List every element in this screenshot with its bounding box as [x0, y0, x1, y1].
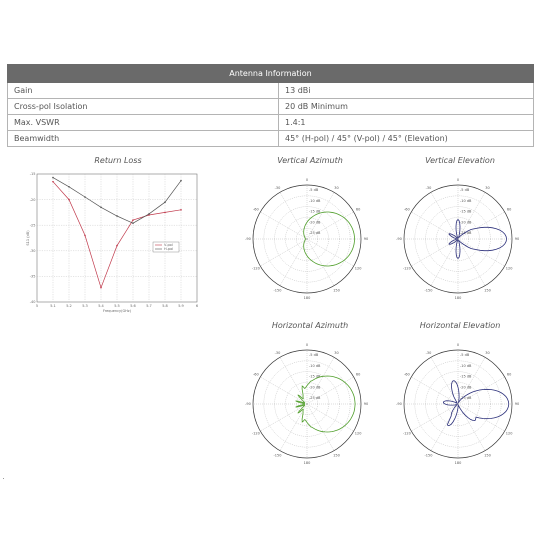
antenna-info-table — [7, 64, 534, 147]
spoke — [260, 239, 307, 266]
row-label-gain: Gain — [8, 83, 279, 99]
stray-dot — [3, 478, 4, 479]
row-value-gain: 13 dBi — [279, 83, 534, 99]
ring-label: -5 dB — [309, 188, 319, 192]
ring-label: -15 dB — [309, 209, 321, 214]
data-point — [68, 186, 70, 188]
horizontal-azimuth-plot — [245, 337, 375, 472]
data-point — [84, 196, 86, 198]
x-tick-label: 6 — [195, 304, 199, 308]
angle-label: -90 — [396, 402, 402, 407]
horizontal-azimuth-title: Horizontal Azimuth — [271, 321, 349, 330]
angle-label: 120 — [505, 266, 513, 271]
spoke — [431, 192, 458, 239]
y-axis-label: S11 (dB) — [26, 230, 30, 246]
ring-label: -5 dB — [460, 353, 470, 357]
angle-label: 150 — [333, 288, 340, 293]
angle-label: 120 — [354, 431, 362, 436]
angle-label: 90 — [514, 237, 520, 242]
data-point — [52, 177, 54, 179]
spoke — [260, 404, 307, 431]
x-tick-label: 5 — [35, 304, 39, 308]
y-tick-label: -40 — [29, 300, 36, 305]
row-value-vswr: 1.4:1 — [279, 115, 534, 131]
ring-label: -15 dB — [460, 374, 472, 379]
angle-label: 60 — [506, 207, 512, 212]
angle-label: 180 — [454, 296, 462, 301]
angle-label: -120 — [251, 266, 260, 271]
angle-label: 30 — [485, 351, 490, 356]
table-row — [8, 83, 534, 99]
y-tick-label: -30 — [29, 249, 36, 253]
angle-label: -60 — [404, 207, 410, 212]
data-point — [180, 209, 182, 211]
spoke — [431, 239, 458, 286]
angle-label: 60 — [506, 372, 512, 377]
spoke — [307, 404, 354, 431]
horizontal-elevation-plot — [396, 337, 526, 472]
angle-label: -150 — [424, 288, 433, 293]
data-point — [84, 235, 86, 237]
angle-label: 120 — [354, 266, 362, 271]
x-tick-label: 5.5 — [114, 304, 120, 308]
row-value-beamwidth: 45° (H-pol) / 45° (V-pol) / 45° (Elevation) — [279, 131, 534, 147]
data-point — [68, 199, 70, 201]
x-tick-label: 5.3 — [82, 304, 88, 308]
ring-label: -25 dB — [460, 396, 472, 401]
angle-label: -30 — [274, 351, 281, 356]
legend-label: V-pol — [164, 243, 173, 247]
angle-label: 90 — [363, 237, 369, 242]
table-row — [8, 99, 534, 115]
spoke — [307, 239, 334, 286]
angle-label: -120 — [251, 431, 260, 436]
x-tick-label: 5.8 — [162, 304, 168, 308]
angle-label: 60 — [355, 207, 361, 212]
vertical-azimuth-title: Vertical Azimuth — [277, 156, 343, 165]
angle-label: -150 — [273, 288, 282, 293]
legend-label: H-pol — [164, 247, 174, 251]
y-tick-label: -20 — [29, 197, 36, 202]
row-label-isolation: Cross-pol Isolation — [8, 99, 279, 115]
spoke — [280, 192, 307, 239]
ring-label: -20 dB — [460, 385, 472, 390]
ring-label: -10 dB — [460, 198, 472, 203]
return-loss-chart — [25, 168, 205, 318]
angle-label: -150 — [273, 453, 282, 458]
spoke — [458, 404, 505, 431]
angle-label: 0 — [456, 178, 460, 183]
angle-label: -150 — [424, 453, 433, 458]
ring-label: -20 dB — [309, 220, 321, 225]
data-point — [180, 180, 182, 182]
angle-label: -90 — [245, 237, 251, 242]
angle-label: -120 — [402, 266, 411, 271]
angle-label: -60 — [404, 372, 410, 377]
spoke — [307, 404, 334, 451]
row-label-vswr: Max. VSWR — [8, 115, 279, 131]
ring-label: -25 dB — [309, 231, 321, 236]
data-point — [132, 219, 134, 221]
x-tick-label: 5.9 — [178, 304, 184, 308]
x-tick-label: 5.2 — [66, 304, 72, 308]
angle-label: -90 — [245, 402, 251, 407]
table-row — [8, 131, 534, 147]
data-point — [100, 206, 102, 208]
table-header: Antenna Information — [8, 65, 534, 83]
angle-label: 180 — [303, 461, 311, 466]
y-tick-label: -15 — [29, 172, 36, 177]
vertical-azimuth-plot — [245, 172, 375, 307]
angle-label: 30 — [334, 186, 339, 191]
spoke — [458, 239, 505, 266]
ring-label: -25 dB — [309, 396, 321, 401]
angle-label: 180 — [454, 461, 462, 466]
x-axis-label: Frequency(GHz) — [103, 309, 131, 313]
spoke — [260, 377, 307, 404]
data-point — [100, 287, 102, 289]
angle-label: 150 — [333, 453, 340, 458]
ring-label: -10 dB — [460, 363, 472, 368]
y-tick-label: -35 — [29, 274, 36, 279]
ring-label: -15 dB — [309, 374, 321, 379]
angle-label: -60 — [253, 207, 259, 212]
angle-label: 150 — [484, 288, 491, 293]
angle-label: 0 — [305, 343, 309, 348]
angle-label: -30 — [425, 351, 432, 356]
angle-label: 30 — [334, 351, 339, 356]
angle-label: 90 — [514, 402, 520, 407]
data-point — [52, 181, 54, 183]
x-tick-label: 5.6 — [130, 304, 136, 308]
angle-label: 30 — [485, 186, 490, 191]
ring-label: -10 dB — [309, 198, 321, 203]
ring-label: -5 dB — [460, 188, 470, 192]
data-point — [116, 215, 118, 217]
return-loss-title: Return Loss — [94, 156, 142, 165]
angle-label: 90 — [363, 402, 369, 407]
data-point — [148, 213, 150, 215]
ring-label: -20 dB — [460, 220, 472, 225]
ring-label: -20 dB — [309, 385, 321, 390]
angle-label: 180 — [303, 296, 311, 301]
data-point — [132, 222, 134, 224]
spoke — [260, 212, 307, 239]
angle-label: -30 — [425, 186, 432, 191]
horizontal-elevation-title: Horizontal Elevation — [419, 321, 501, 330]
angle-label: 150 — [484, 453, 491, 458]
data-point — [116, 245, 118, 247]
spoke — [411, 212, 458, 239]
spoke — [280, 239, 307, 286]
angle-label: 0 — [305, 178, 309, 183]
vertical-elevation-plot — [396, 172, 526, 307]
angle-label: 120 — [505, 431, 513, 436]
data-point — [164, 201, 166, 203]
row-value-isolation: 20 dB Minimum — [279, 99, 534, 115]
ring-label: -5 dB — [309, 353, 319, 357]
angle-label: 60 — [355, 372, 361, 377]
x-tick-label: 5.1 — [50, 304, 56, 308]
spoke — [411, 377, 458, 404]
x-tick-label: 5.7 — [146, 304, 152, 308]
horizontal-elevation-pattern — [443, 381, 508, 426]
spoke — [411, 239, 458, 266]
data-point — [164, 212, 166, 214]
ring-label: -15 dB — [460, 209, 472, 214]
ring-label: -25 dB — [460, 231, 472, 236]
x-tick-label: 5.4 — [98, 304, 104, 308]
angle-label: -90 — [396, 237, 402, 242]
spoke — [431, 404, 458, 451]
row-label-beamwidth: Beamwidth — [8, 131, 279, 147]
table-row — [8, 115, 534, 131]
spoke — [411, 404, 458, 431]
angle-label: -120 — [402, 431, 411, 436]
ring-label: -10 dB — [309, 363, 321, 368]
angle-label: 0 — [456, 343, 460, 348]
angle-label: -60 — [253, 372, 259, 377]
spoke — [458, 239, 485, 286]
angle-label: -30 — [274, 186, 281, 191]
y-tick-label: -25 — [29, 223, 36, 228]
vertical-elevation-title: Vertical Elevation — [425, 156, 495, 165]
